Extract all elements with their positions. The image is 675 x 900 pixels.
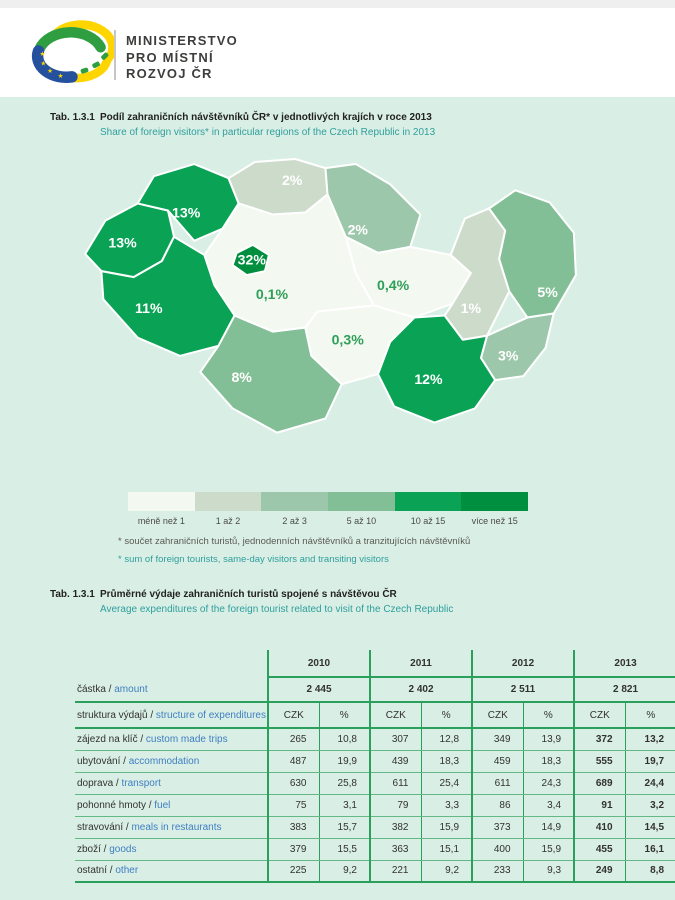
- region-label-plzensky: 11%: [135, 300, 163, 317]
- row-label-en: amount: [114, 683, 148, 695]
- cell-value: 307: [370, 728, 421, 750]
- legend-swatch-4: [395, 492, 462, 511]
- region-label-pardubicky: 0,4%: [377, 276, 410, 293]
- row-label-en: other: [115, 865, 139, 877]
- cell-value: 13,2: [625, 728, 675, 750]
- row-label-cs: ubytování /: [77, 755, 129, 767]
- cell-value: 15,7: [319, 816, 370, 838]
- cell-value: 555: [574, 750, 625, 772]
- cell-value: 14,9: [523, 816, 574, 838]
- table-row: [75, 794, 675, 816]
- row-label-en: custom made trips: [145, 733, 228, 745]
- cell-value: 9,3: [523, 860, 574, 882]
- legend-label-2: 2 až 3: [282, 516, 307, 526]
- table-caption-tab: Tab. 1.3.1: [50, 589, 95, 600]
- map-caption: [0, 112, 675, 146]
- cell-value: 233: [472, 860, 523, 882]
- table-caption: [0, 589, 675, 623]
- table-caption-title-en: Average expenditures of the foreign tourist related to visit of the Czech Republic: [100, 604, 454, 615]
- cell-value: 25,8: [319, 772, 370, 794]
- cell-value: 630: [268, 772, 319, 794]
- table-row: [75, 750, 675, 772]
- cell-value: 3,1: [319, 794, 370, 816]
- region-label-olomoucky: 1%: [460, 300, 482, 317]
- cell-value: 15,9: [523, 838, 574, 860]
- cell-value: 487: [268, 750, 319, 772]
- row-label-cs: struktura výdajů /: [77, 709, 156, 721]
- cell-value: 221: [370, 860, 421, 882]
- row-label: [75, 860, 268, 882]
- cell-value: 79: [370, 794, 421, 816]
- legend-label-3: 5 až 10: [346, 516, 377, 526]
- cell-value: 18,3: [421, 750, 472, 772]
- amount-value: 2 445: [268, 677, 370, 702]
- region-label-zlinsky: 3%: [498, 347, 519, 364]
- legend-label-0: méně než 1: [137, 516, 185, 526]
- subheader-czk: CZK: [370, 702, 421, 728]
- row-label-en: fuel: [154, 799, 171, 811]
- years-row: [75, 650, 675, 677]
- region-label-jihocesky: 8%: [231, 368, 252, 385]
- amount-row: [75, 677, 675, 702]
- cell-value: 75: [268, 794, 319, 816]
- region-label-kralovehradecky: 2%: [347, 221, 369, 238]
- row-label-cs: částka /: [77, 683, 115, 695]
- table-row: [75, 838, 675, 860]
- map-legend: [128, 492, 528, 526]
- svg-text:★: ★: [57, 72, 64, 80]
- map-caption-title-en: Share of foreign visitors* in particular regions of the Czech Republic in 2013: [100, 127, 436, 138]
- cell-value: 689: [574, 772, 625, 794]
- amount-value: 2 821: [574, 677, 675, 702]
- footnote-cs: * součet zahraničních turistů, jednodenních návštěvníků a tranzitujících návštěvníků: [118, 536, 471, 547]
- page-top-edge: [0, 0, 675, 8]
- subheader-pct: %: [523, 702, 574, 728]
- structure-header-row: [75, 702, 675, 728]
- legend-swatch-0: [128, 492, 195, 511]
- region-label-karlovarsky: 13%: [108, 234, 137, 251]
- region-label-praha: 32%: [237, 251, 266, 268]
- footnote-en: * sum of foreign tourists, same-day visitors and transiting visitors: [118, 554, 389, 565]
- cell-value: 249: [574, 860, 625, 882]
- region-label-liberecky: 2%: [281, 171, 303, 188]
- row-label: [75, 677, 268, 702]
- row-label-en: meals in restaurants: [131, 821, 222, 833]
- cell-value: 86: [472, 794, 523, 816]
- cell-value: 9,2: [421, 860, 472, 882]
- row-label-en: structure of expenditures: [155, 709, 266, 721]
- subheader-czk: CZK: [472, 702, 523, 728]
- row-label-en: accommodation: [128, 755, 200, 767]
- cell-value: 19,9: [319, 750, 370, 772]
- row-label-cs: stravování /: [77, 821, 132, 833]
- cell-value: 24,4: [625, 772, 675, 794]
- svg-text:★: ★: [40, 60, 47, 68]
- legend-swatch-1: [195, 492, 262, 511]
- table-row: [75, 728, 675, 750]
- region-label-ustecky: 13%: [172, 204, 201, 221]
- cell-value: 363: [370, 838, 421, 860]
- row-label-cs: pohonné hmoty /: [77, 799, 155, 811]
- row-label: [75, 702, 268, 728]
- row-label-en: transport: [121, 777, 161, 789]
- amount-value: 2 511: [472, 677, 574, 702]
- legend-labels: [128, 516, 528, 526]
- cell-value: 379: [268, 838, 319, 860]
- map-caption-title-cs: Podíl zahraničních návštěvníků ČR* v jednotlivých krajích v roce 2013: [100, 112, 432, 123]
- row-label: [75, 772, 268, 794]
- cell-value: 611: [370, 772, 421, 794]
- cell-value: 14,5: [625, 816, 675, 838]
- ministry-line: ROZVOJ ČR: [126, 66, 213, 81]
- legend-swatch-2: [261, 492, 328, 511]
- row-label: [75, 816, 268, 838]
- legend-label-4: 10 až 15: [410, 516, 446, 526]
- cell-value: 3,2: [625, 794, 675, 816]
- cell-value: 10,8: [319, 728, 370, 750]
- cell-value: 25,4: [421, 772, 472, 794]
- row-label: [75, 838, 268, 860]
- cell-value: 459: [472, 750, 523, 772]
- cell-value: 373: [472, 816, 523, 838]
- cell-value: 19,7: [625, 750, 675, 772]
- row-label-cs: doprava /: [77, 777, 122, 789]
- cell-value: 372: [574, 728, 625, 750]
- row-label: [75, 794, 268, 816]
- ministry-line: MINISTERSTVO: [126, 33, 238, 48]
- cell-value: 8,8: [625, 860, 675, 882]
- cell-value: 91: [574, 794, 625, 816]
- cell-value: 18,3: [523, 750, 574, 772]
- year-header: 2010: [268, 650, 370, 677]
- ministry-name: [126, 33, 238, 83]
- region-label-moravskoslezsky: 5%: [537, 284, 558, 301]
- legend-label-1: 1 až 2: [215, 516, 241, 526]
- cell-value: 24,3: [523, 772, 574, 794]
- cell-value: 349: [472, 728, 523, 750]
- table-row: [75, 816, 675, 838]
- cell-value: 439: [370, 750, 421, 772]
- region-label-stredocesky: 0,1%: [255, 286, 289, 303]
- header-divider: [114, 30, 116, 80]
- czech-regions-map: [75, 158, 580, 471]
- table-caption-title-cs: Průměrné výdaje zahraničních turistů spojené s návštěvou ČR: [100, 589, 397, 600]
- cell-value: 3,3: [421, 794, 472, 816]
- subheader-pct: %: [421, 702, 472, 728]
- region-label-jihomoravsky: 12%: [414, 370, 443, 387]
- table-row: [75, 860, 675, 882]
- cell-value: 12,8: [421, 728, 472, 750]
- table-row: [75, 772, 675, 794]
- subheader-czk: CZK: [574, 702, 625, 728]
- subheader-czk: CZK: [268, 702, 319, 728]
- subheader-pct: %: [625, 702, 675, 728]
- cell-value: 15,1: [421, 838, 472, 860]
- cell-value: 410: [574, 816, 625, 838]
- row-label-cs: ostatní /: [77, 865, 116, 877]
- legend-label-5: více než 15: [471, 516, 518, 526]
- row-label: [75, 728, 268, 750]
- row-label-cs: zájezd na klíč /: [77, 733, 146, 745]
- year-header: 2012: [472, 650, 574, 677]
- cell-value: 400: [472, 838, 523, 860]
- legend-swatch-5: [461, 492, 528, 511]
- region-label-vysocina: 0,3%: [331, 331, 364, 348]
- cell-value: 16,1: [625, 838, 675, 860]
- cell-value: 225: [268, 860, 319, 882]
- cell-value: 13,9: [523, 728, 574, 750]
- row-label-cs: zboží /: [77, 843, 110, 855]
- row-label-en: goods: [109, 843, 137, 855]
- cell-value: 3,4: [523, 794, 574, 816]
- amount-value: 2 402: [370, 677, 472, 702]
- svg-text:★: ★: [39, 50, 46, 58]
- cell-value: 265: [268, 728, 319, 750]
- year-header: 2011: [370, 650, 472, 677]
- year-header: 2013: [574, 650, 675, 677]
- row-label: [75, 750, 268, 772]
- cell-value: 611: [472, 772, 523, 794]
- cell-value: 15,9: [421, 816, 472, 838]
- map-caption-tab: Tab. 1.3.1: [50, 112, 95, 123]
- legend-swatches: [128, 492, 528, 511]
- expenditures-table: [75, 650, 675, 883]
- cell-value: 382: [370, 816, 421, 838]
- cell-value: 15,5: [319, 838, 370, 860]
- mmr-logo-icon: [28, 20, 114, 84]
- svg-text:★: ★: [47, 68, 54, 76]
- cell-value: 9,2: [319, 860, 370, 882]
- ministry-line: PRO MÍSTNÍ: [126, 49, 214, 65]
- cell-value: 383: [268, 816, 319, 838]
- cell-value: 455: [574, 838, 625, 860]
- subheader-pct: %: [319, 702, 370, 728]
- legend-swatch-3: [328, 492, 395, 511]
